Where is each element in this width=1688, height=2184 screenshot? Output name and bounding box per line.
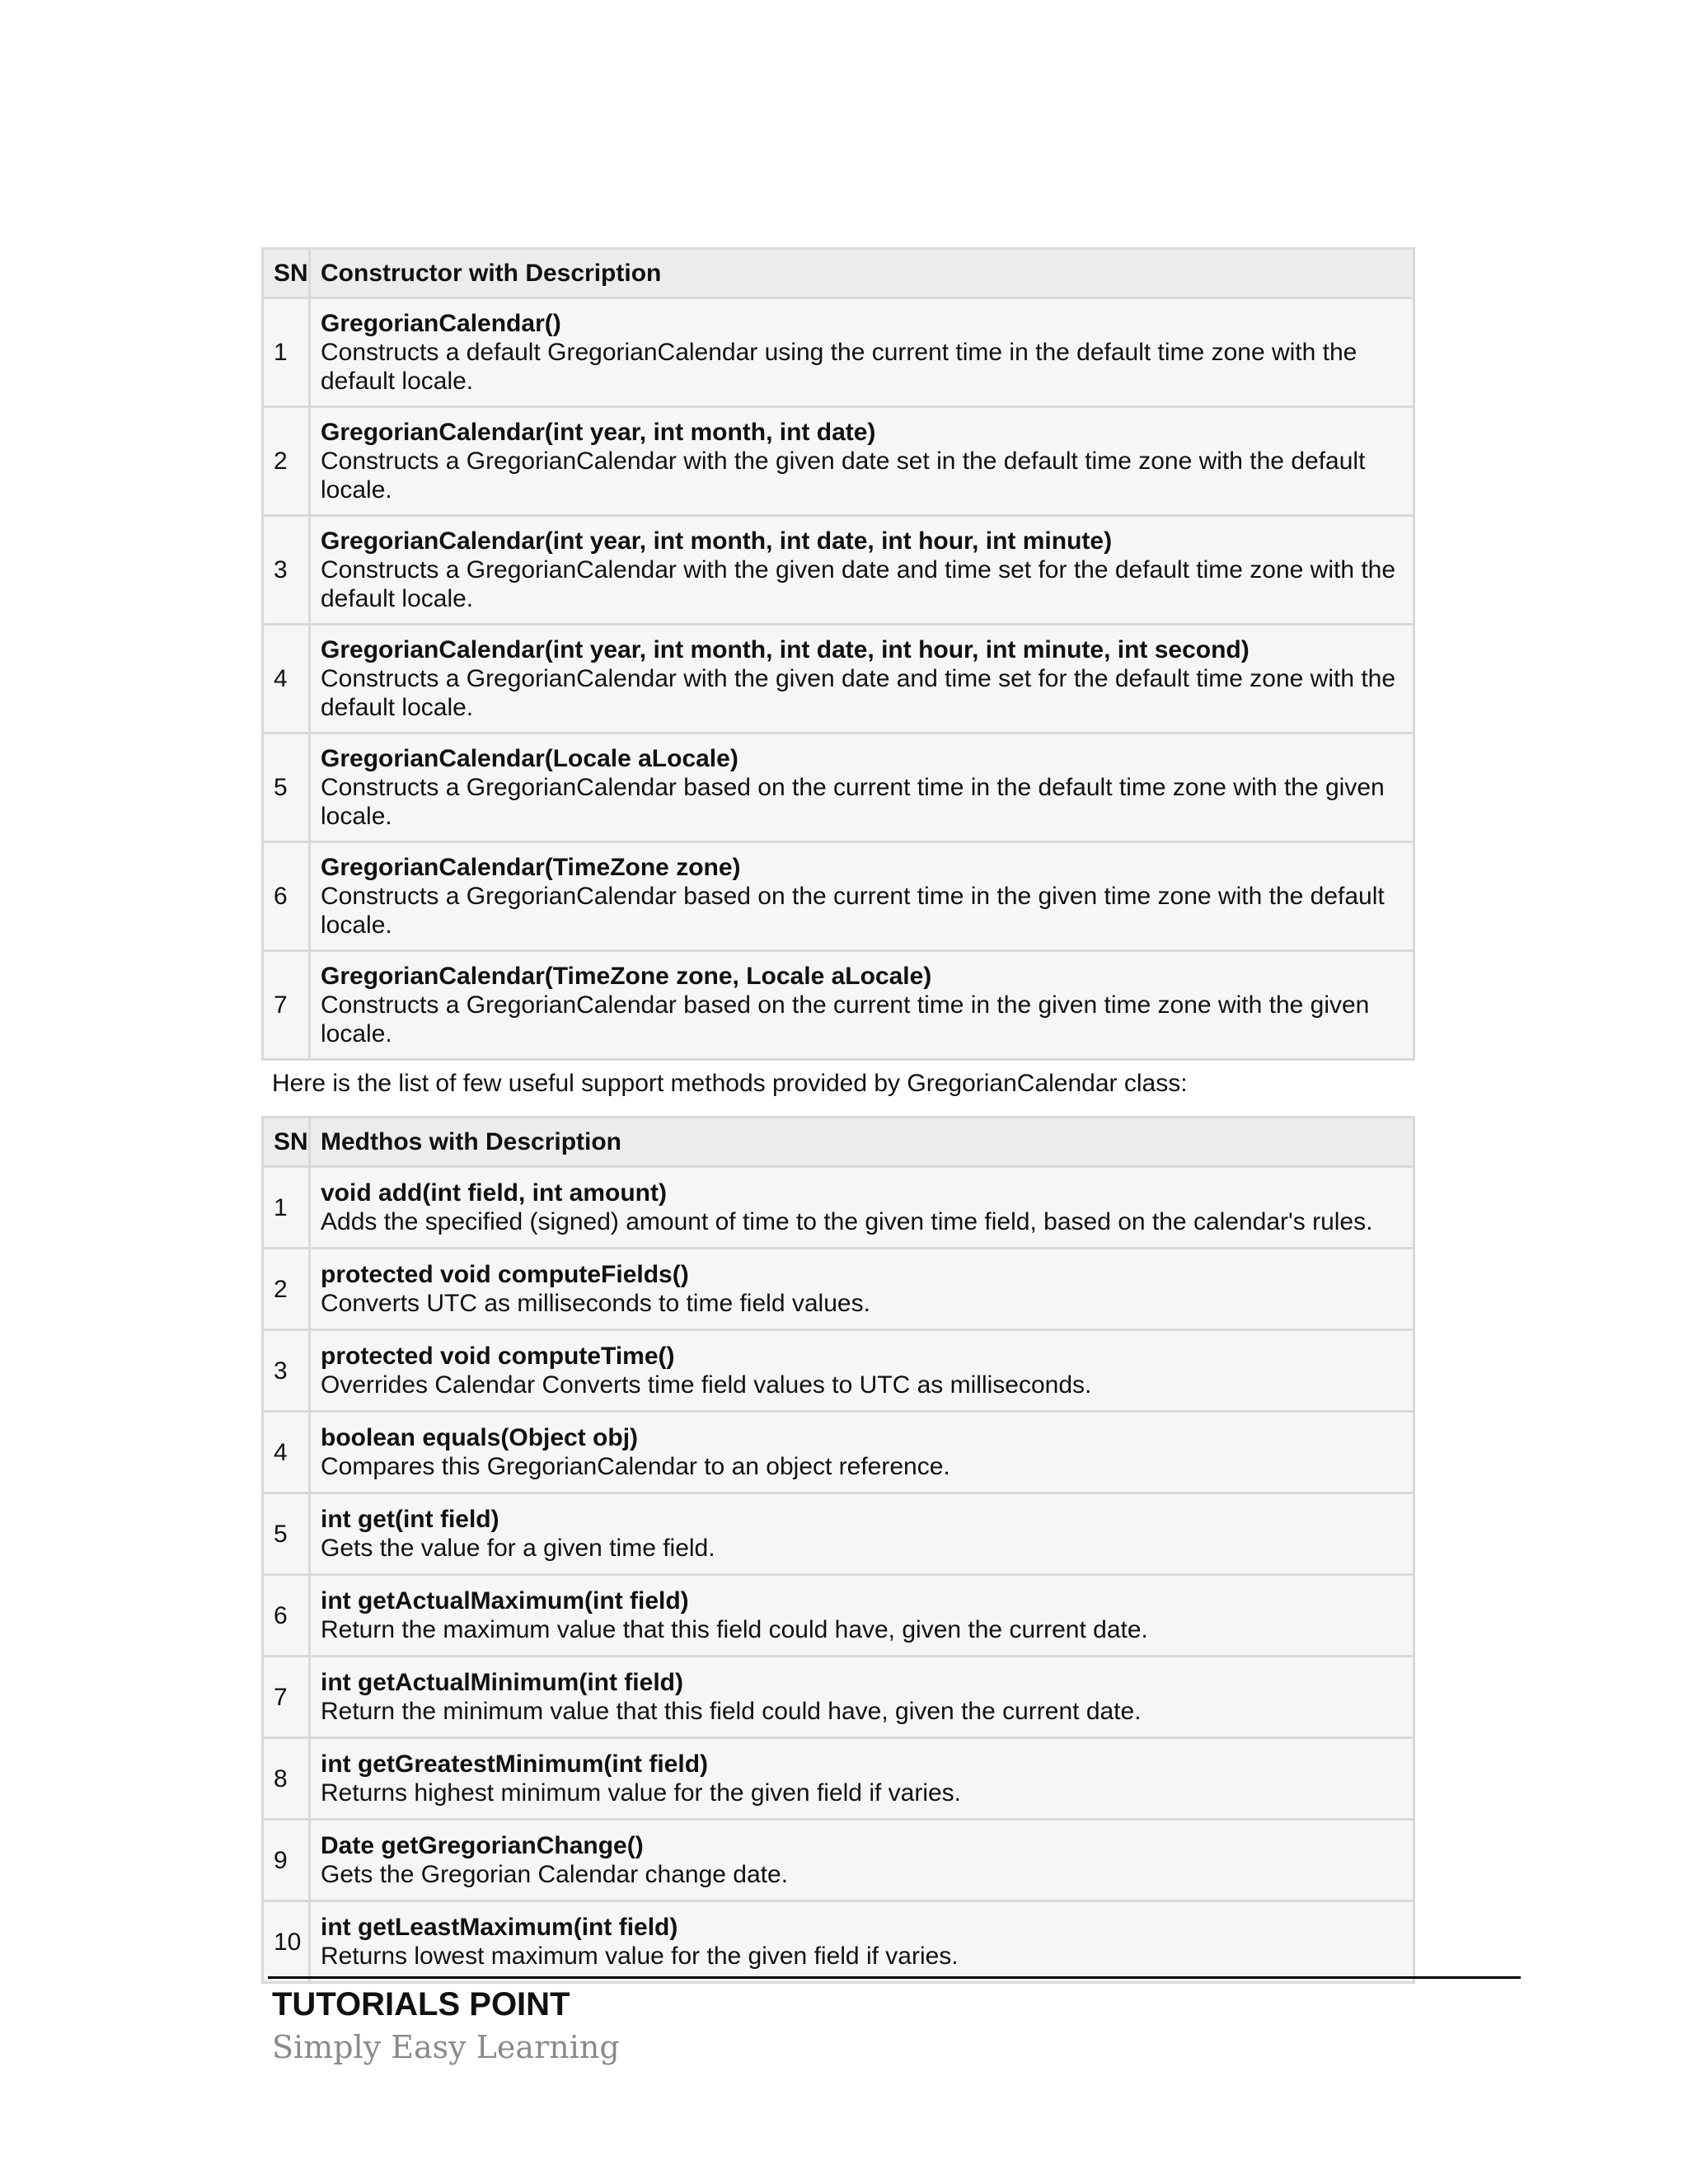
table-row <box>263 1901 1414 1983</box>
signature: GregorianCalendar(TimeZone zone, Locale aLocale) <box>321 963 932 990</box>
signature: protected void computeTime() <box>321 1343 675 1370</box>
methods-intro-text: Here is the list of few useful support methods provided by GregorianCalendar class: <box>272 1070 1188 1097</box>
row-description-cell <box>310 1738 1414 1820</box>
footer-tagline: Simply Easy Learning <box>272 2029 620 2065</box>
row-number: 4 <box>263 1412 310 1493</box>
sn-header: SN <box>263 249 310 298</box>
signature: int getActualMaximum(int field) <box>321 1587 689 1615</box>
signature: protected void computeFields() <box>321 1261 689 1288</box>
row-number: 3 <box>263 516 310 625</box>
row-number: 4 <box>263 625 310 733</box>
row-description-cell <box>310 1901 1414 1983</box>
signature: GregorianCalendar(int year, int month, int date) <box>321 419 876 446</box>
row-description-cell <box>310 1657 1414 1738</box>
table-row <box>263 1575 1414 1657</box>
table-row <box>263 1412 1414 1493</box>
signature: int getLeastMaximum(int field) <box>321 1914 678 1941</box>
description-text: Constructs a default GregorianCalendar using the current time in the default time zone with the default locale. <box>321 339 1357 395</box>
description-text: Returns lowest maximum value for the given field if varies. <box>321 1943 959 1970</box>
table-row <box>263 1820 1414 1901</box>
signature: int getActualMinimum(int field) <box>321 1669 683 1696</box>
signature: void add(int field, int amount) <box>321 1179 667 1207</box>
row-number: 9 <box>263 1820 310 1901</box>
row-description-cell <box>310 1330 1414 1412</box>
table-header-row <box>263 1118 1414 1167</box>
row-description-cell <box>310 1820 1414 1901</box>
row-number: 5 <box>263 1493 310 1575</box>
row-description-cell <box>310 951 1414 1060</box>
row-number: 6 <box>263 842 310 951</box>
table-row <box>263 625 1414 733</box>
description-text: Constructs a GregorianCalendar with the given date and time set for the default time zone with the default locale. <box>321 665 1396 721</box>
description-header: Medthos with Description <box>310 1118 1414 1167</box>
signature: GregorianCalendar() <box>321 310 561 337</box>
table-row <box>263 1167 1414 1249</box>
description-text: Gets the Gregorian Calendar change date. <box>321 1861 789 1888</box>
table-row <box>263 1330 1414 1412</box>
table-row <box>263 516 1414 625</box>
row-number: 3 <box>263 1330 310 1412</box>
sn-header: SN <box>263 1118 310 1167</box>
constructors-table <box>261 247 1415 1061</box>
table-row <box>263 1657 1414 1738</box>
table-row <box>263 1493 1414 1575</box>
row-description-cell <box>310 1412 1414 1493</box>
row-description-cell <box>310 842 1414 951</box>
description-text: Return the minimum value that this field could have, given the current date. <box>321 1698 1142 1725</box>
table-row <box>263 298 1414 407</box>
description-text: Constructs a GregorianCalendar with the given date and time set for the default time zone with the default locale. <box>321 556 1396 612</box>
signature: GregorianCalendar(int year, int month, int date, int hour, int minute, int second) <box>321 636 1250 663</box>
table-row <box>263 951 1414 1060</box>
signature: GregorianCalendar(Locale aLocale) <box>321 745 738 772</box>
row-number: 1 <box>263 1167 310 1249</box>
methods-table <box>261 1116 1415 1984</box>
signature: boolean equals(Object obj) <box>321 1424 639 1451</box>
row-number: 7 <box>263 951 310 1060</box>
row-number: 2 <box>263 1249 310 1330</box>
row-number: 10 <box>263 1901 310 1983</box>
row-number: 8 <box>263 1738 310 1820</box>
row-number: 2 <box>263 407 310 516</box>
description-text: Gets the value for a given time field. <box>321 1535 715 1562</box>
row-description-cell <box>310 625 1414 733</box>
description-text: Constructs a GregorianCalendar based on the current time in the default time zone with the given locale. <box>321 774 1385 830</box>
description-text: Constructs a GregorianCalendar based on the current time in the given time zone with the given locale. <box>321 991 1370 1047</box>
signature: int get(int field) <box>321 1506 499 1533</box>
description-text: Overrides Calendar Converts time field values to UTC as milliseconds. <box>321 1371 1092 1399</box>
row-number: 7 <box>263 1657 310 1738</box>
description-text: Returns highest minimum value for the given field if varies. <box>321 1779 962 1807</box>
signature: GregorianCalendar(TimeZone zone) <box>321 854 741 881</box>
description-text: Return the maximum value that this field could have, given the current date. <box>321 1616 1148 1643</box>
table-header-row <box>263 249 1414 298</box>
table-row <box>263 407 1414 516</box>
row-description-cell <box>310 407 1414 516</box>
row-description-cell <box>310 298 1414 407</box>
footer-divider <box>268 1976 1521 1979</box>
signature: Date getGregorianChange() <box>321 1832 644 1859</box>
row-description-cell <box>310 1167 1414 1249</box>
description-text: Converts UTC as milliseconds to time field values. <box>321 1290 870 1317</box>
table-row <box>263 1249 1414 1330</box>
row-description-cell <box>310 516 1414 625</box>
table-row <box>263 842 1414 951</box>
row-number: 5 <box>263 733 310 842</box>
description-header: Constructor with Description <box>310 249 1414 298</box>
footer-brand: TUTORIALS POINT <box>272 1986 570 2022</box>
signature: int getGreatestMinimum(int field) <box>321 1750 709 1778</box>
row-description-cell <box>310 1493 1414 1575</box>
description-text: Adds the specified (signed) amount of time to the given time field, based on the calendar's rules. <box>321 1208 1373 1235</box>
row-description-cell <box>310 1575 1414 1657</box>
description-text: Compares this GregorianCalendar to an object reference. <box>321 1453 950 1480</box>
row-number: 6 <box>263 1575 310 1657</box>
row-description-cell <box>310 1249 1414 1330</box>
description-text: Constructs a GregorianCalendar based on the current time in the given time zone with the default locale. <box>321 883 1385 939</box>
description-text: Constructs a GregorianCalendar with the given date set in the default time zone with the default locale. <box>321 448 1366 504</box>
table-row <box>263 733 1414 842</box>
signature: GregorianCalendar(int year, int month, int date, int hour, int minute) <box>321 527 1113 555</box>
table-row <box>263 1738 1414 1820</box>
row-description-cell <box>310 733 1414 842</box>
row-number: 1 <box>263 298 310 407</box>
